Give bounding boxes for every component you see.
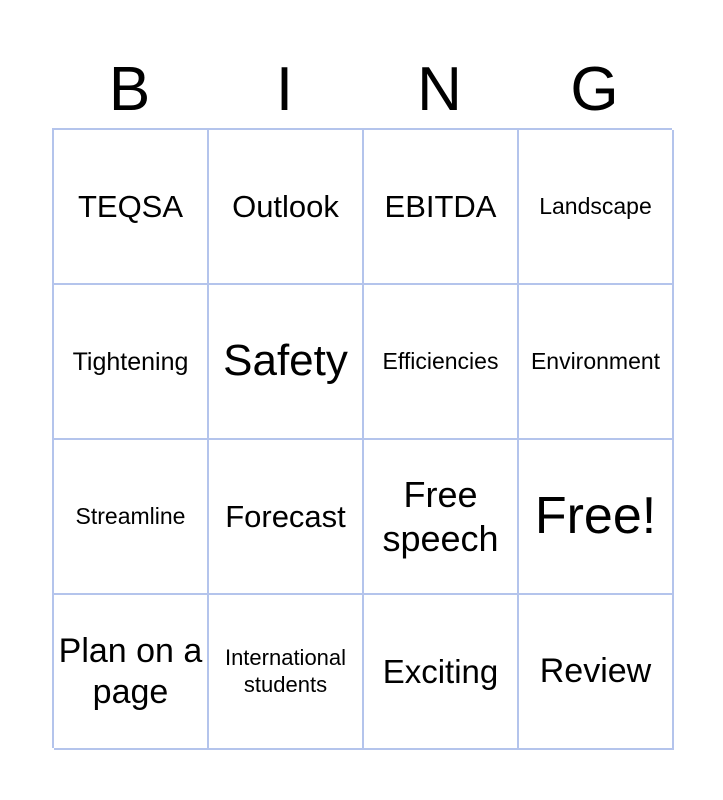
bingo-cell[interactable] [54, 285, 209, 440]
cell-label: Free! [534, 487, 657, 546]
cell-label: Tightening [72, 347, 189, 376]
cell-label: Outlook [232, 188, 339, 224]
bingo-cell[interactable] [54, 595, 209, 750]
cell-label: Forecast [225, 498, 346, 534]
bingo-cell[interactable] [364, 285, 519, 440]
cell-label: Exciting [382, 652, 499, 690]
bingo-cell[interactable] [364, 440, 519, 595]
cell-label: Plan on a page [58, 631, 203, 711]
bingo-cell[interactable] [209, 285, 364, 440]
bingo-cell[interactable] [209, 130, 364, 285]
bingo-cell[interactable] [364, 130, 519, 285]
header-letter-g: G [570, 55, 619, 124]
cell-label: International students [224, 645, 347, 697]
bingo-cell[interactable] [519, 130, 674, 285]
bingo-cell[interactable] [519, 285, 674, 440]
header-letter-n: N [417, 55, 462, 124]
header-letter-i: I [275, 55, 294, 124]
bingo-cell[interactable] [54, 440, 209, 595]
bingo-board [52, 128, 672, 748]
cell-label: EBITDA [384, 188, 497, 224]
cell-label: Review [539, 652, 652, 691]
bingo-cell[interactable] [209, 440, 364, 595]
cell-label: Free speech [382, 474, 499, 559]
cell-label: Streamline [75, 502, 186, 529]
cell-label: Environment [530, 347, 661, 374]
bingo-cell[interactable] [519, 595, 674, 750]
header-letter-b: B [108, 55, 151, 124]
bingo-cell[interactable] [519, 440, 674, 595]
cell-label: Efficiencies [382, 347, 499, 374]
bingo-cell[interactable] [209, 595, 364, 750]
bingo-cell[interactable] [54, 130, 209, 285]
cell-label: TEQSA [77, 188, 184, 224]
bingo-header [52, 52, 672, 128]
bingo-cell[interactable] [364, 595, 519, 750]
cell-label: Landscape [539, 192, 652, 219]
cell-label: Safety [223, 336, 348, 386]
